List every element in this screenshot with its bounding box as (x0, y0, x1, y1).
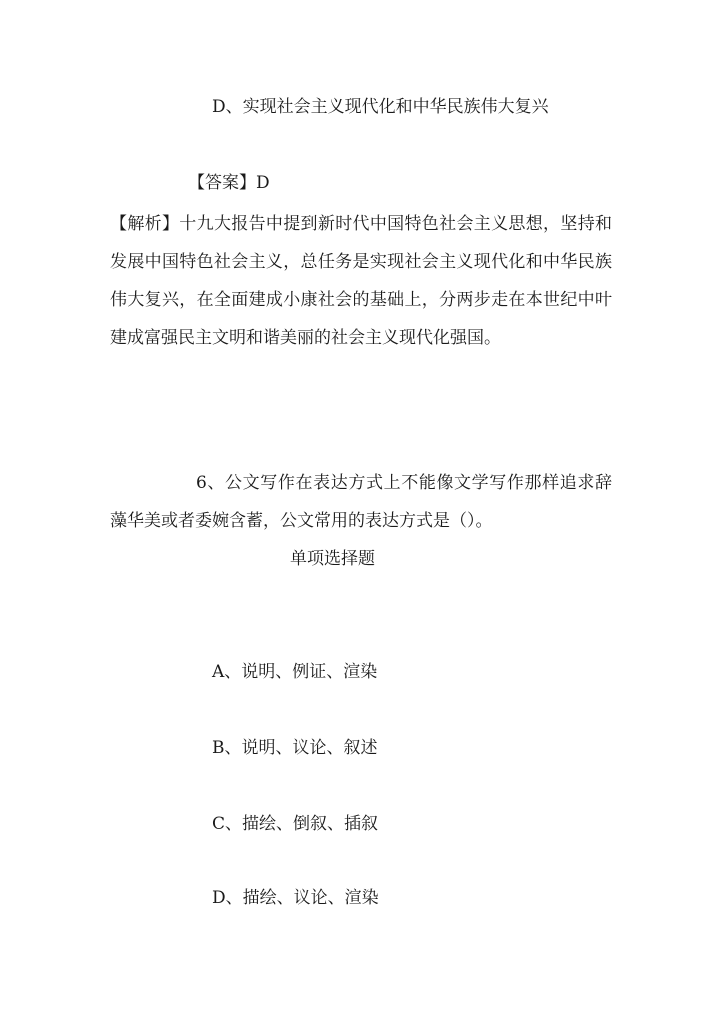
answer-line (188, 171, 270, 195)
question-6-stem: 6、公文写作在表达方式上不能像文学写作那样追求辞藻华美或者委婉含蓄，公文常用的表达方式是（）。 (110, 473, 612, 531)
question-6-option-a: A、说明、例证、渲染 (212, 662, 378, 682)
answer-value: D (256, 173, 270, 193)
analysis-label: 【解析】 (110, 214, 180, 234)
analysis-paragraph (110, 205, 612, 357)
analysis-text: 十九大报告中提到新时代中国特色社会主义思想，坚持和发展中国特色社会主义，总任务是实现社会主义现代化和中华民族伟大复兴，在全面建成小康社会的基础上，分两步走在本世纪中叶建成富强民主文明和谐美丽的社会主义现代化强国。 (110, 214, 613, 348)
question-6-option-d: D、描绘、议论、渲染 (212, 888, 379, 908)
question-6-option-c: C、描绘、倒叙、插叙 (212, 814, 379, 834)
answer-label: 【答案】 (188, 173, 256, 193)
previous-question-option-d: D、实现社会主义现代化和中华民族伟大复兴 (212, 97, 549, 117)
question-6-type: 单项选择题 (290, 549, 375, 569)
question-6-option-b: B、说明、议论、叙述 (212, 738, 378, 758)
